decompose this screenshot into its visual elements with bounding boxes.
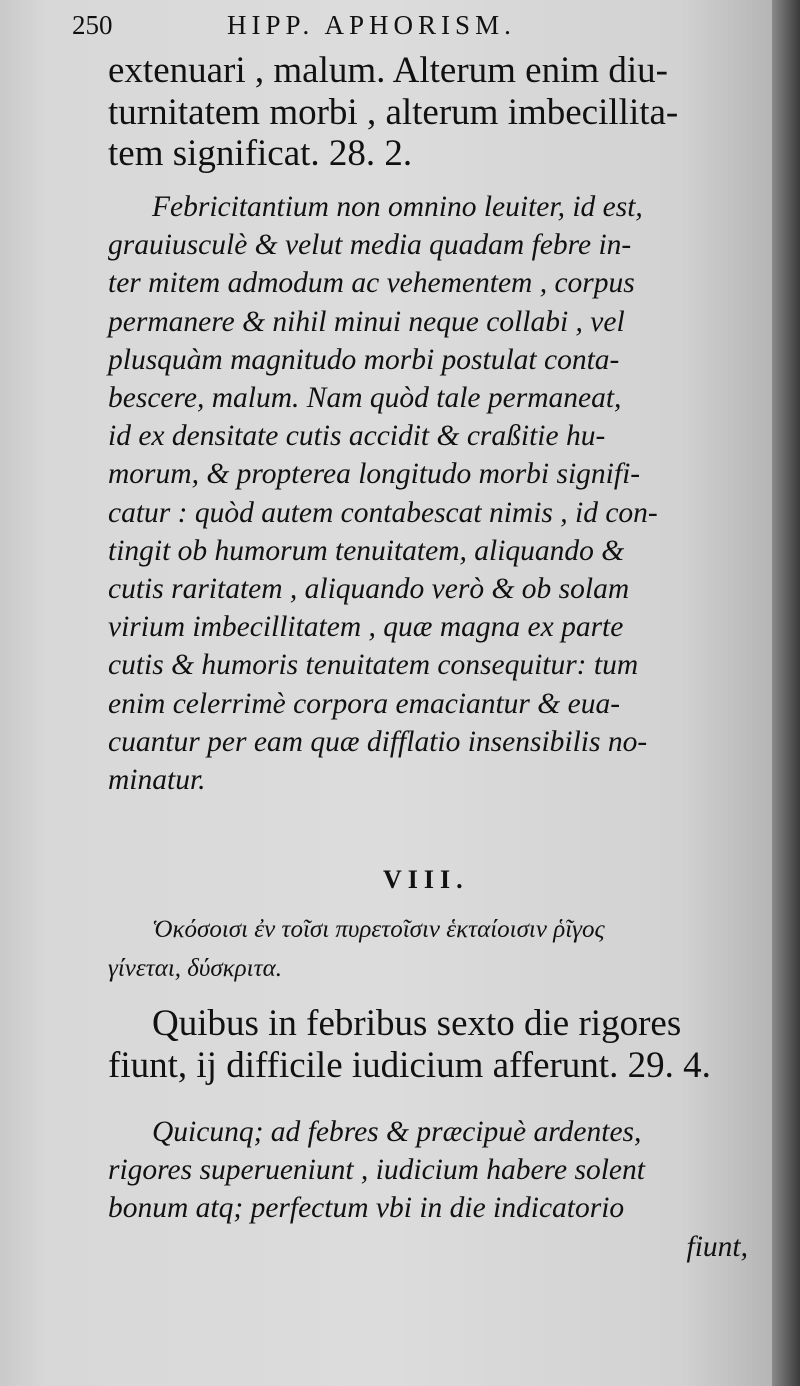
page-edge-shadow (772, 0, 800, 1386)
continued-aphorism (108, 50, 748, 175)
text-line: rigores superueniunt , iudicium habere solent (108, 1154, 645, 1187)
page-number: 250 (72, 10, 113, 40)
running-header (72, 8, 672, 48)
text-line: id ex densitate cutis accidit & craßitie hu- (108, 420, 606, 453)
aphorism-number: VIII. (383, 865, 469, 894)
text-line: bescere, malum. Nam quòd tale permaneat, (108, 382, 622, 415)
text-line: cuantur per eam quæ difflatio insensibilis no- (108, 725, 648, 758)
commentary-paragraph (108, 1113, 748, 1266)
text-line: bonum atq; perfectum vbi in die indicatorio (108, 1192, 625, 1225)
greek-aphorism (108, 910, 748, 988)
text-line: Quicunq; ad febres & præcipuè ardentes, (152, 1116, 642, 1148)
text-line: extenuari , malum. Alterum enim diu- (108, 50, 669, 91)
text-line: fiunt, ij difficile iudicium afferunt. 29. 4. (108, 1044, 711, 1086)
text-line: plusquàm magnitudo morbi postulat conta- (108, 343, 620, 376)
text-line: minatur. (108, 764, 206, 797)
text-line: permanere & nihil minui neque collabi , vel (108, 305, 625, 338)
text-line: cutis raritatem , aliquando verò & ob solam (108, 573, 630, 606)
text-line: virium imbecillitatem , quæ magna ex parte (108, 611, 624, 644)
running-title: HIPP. APHORISM. (227, 10, 516, 40)
text-line: γίνεται, δύσκριτα. (108, 955, 282, 982)
text-line: Quibus in febribus sexto die rigores (152, 1003, 682, 1044)
text-line: tem significat. 28. 2. (108, 133, 413, 174)
catchword: fiunt, (686, 1230, 748, 1263)
text-line: grauiusculè & velut media quadam febre in- (108, 229, 632, 262)
text-line: catur : quòd autem contabescat nimis , id con- (108, 496, 658, 529)
text-line: turnitatem morbi , alterum imbecillita- (108, 91, 679, 133)
text-line: Febricitantium non omnino leuiter, id est, (152, 191, 643, 223)
text-line: morum, & propterea longitudo morbi signifi- (108, 458, 641, 491)
latin-aphorism (108, 1003, 748, 1086)
text-line: enim celerrimè corpora emaciantur & eua- (108, 687, 621, 720)
text-line: tingit ob humorum tenuitatem, aliquando & (108, 534, 625, 567)
text-line: Ὁκόσοισι ἐν τοῖσι πυρετοῖσιν ἑκταίοισιν ῥῖγος (152, 916, 605, 943)
text-line: ter mitem admodum ac vehementem , corpus (108, 267, 635, 300)
text-line: cutis & humoris tenuitatem consequitur: tum (108, 649, 639, 682)
commentary-paragraph (108, 188, 748, 799)
